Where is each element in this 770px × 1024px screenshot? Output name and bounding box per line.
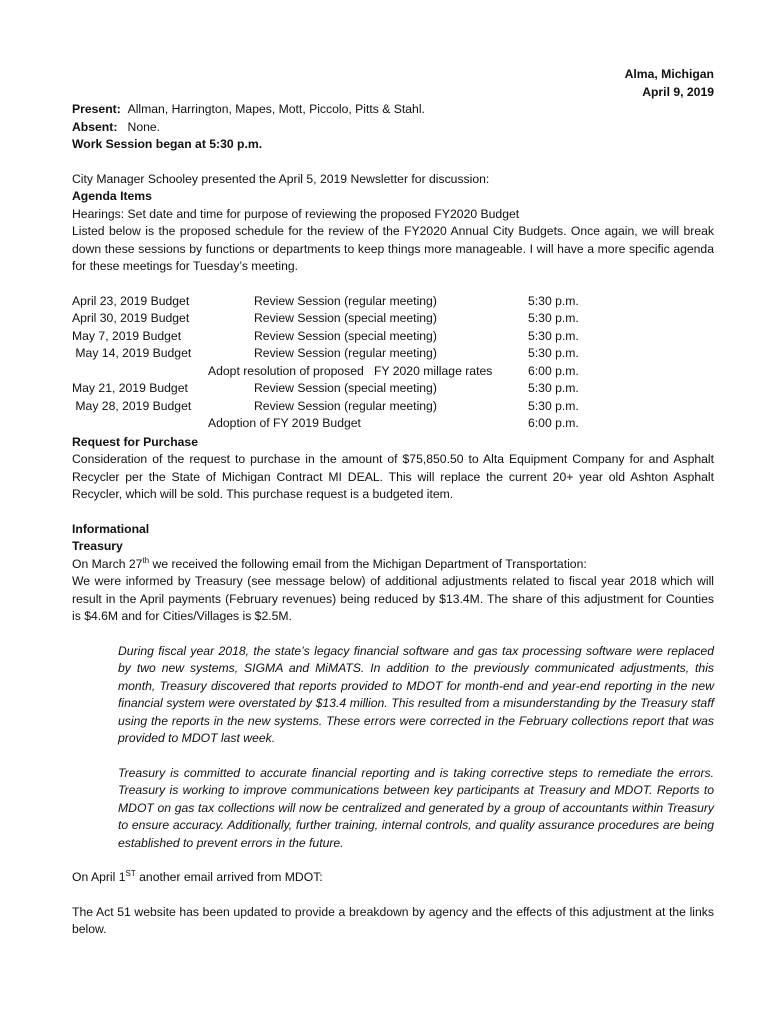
schedule-row	[72, 398, 714, 416]
quote-paragraph-1: During fiscal year 2018, the state’s legacy financial software and gas tax processing software were replaced by two new systems, SIGMA and MiMATS. In addition to the previously communicated adjustments, this month, Treasury discovered that reports provided to MDOT for month-end and year-end reporting in the new financial system were overstated by $13.4 million. This resulted from a misunderstanding by the Treasury staff using the reports in the new systems. These errors were corrected in the February collections report that was provided to MDOT last week.	[118, 643, 714, 745]
schedule-time: 5:30 p.m.	[528, 311, 579, 325]
quote-paragraph-2: Treasury is committed to accurate financial reporting and is taking corrective steps to remediate the errors. Treasury is working to improve communications between key participants at Treasury and MDOT. Reports to MDOT on gas tax collections will now be centralized and generated by a group of accountants within Treasury to ensure accuracy. Additionally, further training, internal controls, and quality assurance procedures are being established to prevent errors in the future.	[118, 765, 714, 850]
schedule-session: Adoption of FY 2019 Budget	[208, 416, 361, 430]
schedule-row	[72, 345, 714, 363]
march-email-line: On March 27th we received the following email from the Michigan Department of Transportation:	[72, 555, 587, 571]
schedule-date: May 28, 2019 Budget	[72, 398, 192, 413]
meeting-date: April 9, 2019	[642, 84, 714, 99]
agenda-paragraph: Listed below is the proposed schedule for the review of the FY2020 Annual City Budgets. Once again, we will break down these sessions by functions or departments to keep things more manageable. I will have a more specific agenda for these meetings for Tuesday’s meeting.	[72, 224, 714, 273]
schedule-date: May 21, 2019 Budget	[72, 381, 188, 395]
schedule-row	[72, 293, 714, 311]
work-session-line: Work Session began at 5:30 p.m.	[72, 137, 263, 151]
treasury-heading: Treasury	[72, 539, 123, 553]
budget-schedule	[72, 293, 714, 434]
present-value: Allman, Harrington, Mapes, Mott, Piccolo, Pitts & Stahl.	[127, 102, 425, 116]
document-body	[72, 66, 714, 939]
absent-value: None.	[127, 119, 161, 134]
schedule-row	[72, 380, 714, 398]
schedule-time: 5:30 p.m.	[528, 398, 579, 413]
agenda-heading: Agenda Items	[72, 189, 152, 203]
schedule-date: May 7, 2019 Budget	[72, 328, 182, 343]
schedule-time: 5:30 p.m.	[528, 381, 579, 395]
schedule-session: Review Session (special meeting)	[254, 311, 437, 325]
schedule-time: 5:30 p.m.	[528, 293, 579, 308]
purchase-heading: Request for Purchase	[72, 434, 198, 449]
schedule-date: April 23, 2019 Budget	[72, 293, 190, 308]
schedule-session: Review Session (regular meeting)	[254, 346, 437, 360]
intro-line: City Manager Schooley presented the April 5, 2019 Newsletter for discussion:	[72, 171, 490, 186]
schedule-time: 5:30 p.m.	[528, 346, 579, 360]
april-email-line: On April 1ST another email arrived from MDOT:	[72, 868, 323, 884]
schedule-session: Review Session (special meeting)	[254, 381, 437, 395]
purchase-paragraph: Consideration of the request to purchase in the amount of $75,850.50 to Alta Equipment Company for and Asphalt Recycler per the State of Michigan Contract MI DEAL. This will replace the current 20+ year old Ashton Asphalt Recycler, which will be sold. This purchase request is a budgeted item.	[72, 452, 714, 501]
schedule-row	[72, 328, 714, 346]
schedule-session: Adopt resolution of proposed FY 2020 millage rates	[208, 363, 493, 378]
informational-heading: Informational	[72, 521, 150, 536]
schedule-row	[72, 363, 714, 381]
present-label: Present	[72, 102, 117, 116]
schedule-time: 5:30 p.m.	[528, 328, 579, 343]
schedule-date: May 14, 2019 Budget	[72, 346, 192, 360]
treasury-paragraph: We were informed by Treasury (see message below) of additional adjustments related to fiscal year 2018 which will result in the April payments (February revenues) being reduced by $13.4M. The share of this adjustment for Counties is $4.6M and for Cities/Villages is $2.5M.	[72, 574, 714, 623]
schedule-row	[72, 415, 714, 433]
hearings-line: Hearings: Set date and time for purpose of reviewing the proposed FY2020 Budget	[72, 206, 520, 221]
act51-paragraph: The Act 51 website has been updated to provide a breakdown by agency and the effects of this adjustment at the links below.	[72, 904, 714, 936]
schedule-session: Review Session (regular meeting)	[254, 293, 437, 308]
schedule-date: April 30, 2019 Budget	[72, 311, 190, 325]
absent-line: Absent: None.	[72, 119, 161, 134]
schedule-row	[72, 310, 714, 328]
meeting-location: Alma, Michigan	[624, 67, 714, 81]
schedule-session: Review Session (special meeting)	[254, 328, 437, 343]
schedule-session: Review Session (regular meeting)	[254, 398, 437, 413]
absent-label: Absent	[72, 119, 114, 134]
present-line: Present: Allman, Harrington, Mapes, Mott, Piccolo, Pitts & Stahl.	[72, 102, 425, 116]
schedule-time: 6:00 p.m.	[528, 363, 579, 378]
schedule-time: 6:00 p.m.	[528, 416, 579, 430]
